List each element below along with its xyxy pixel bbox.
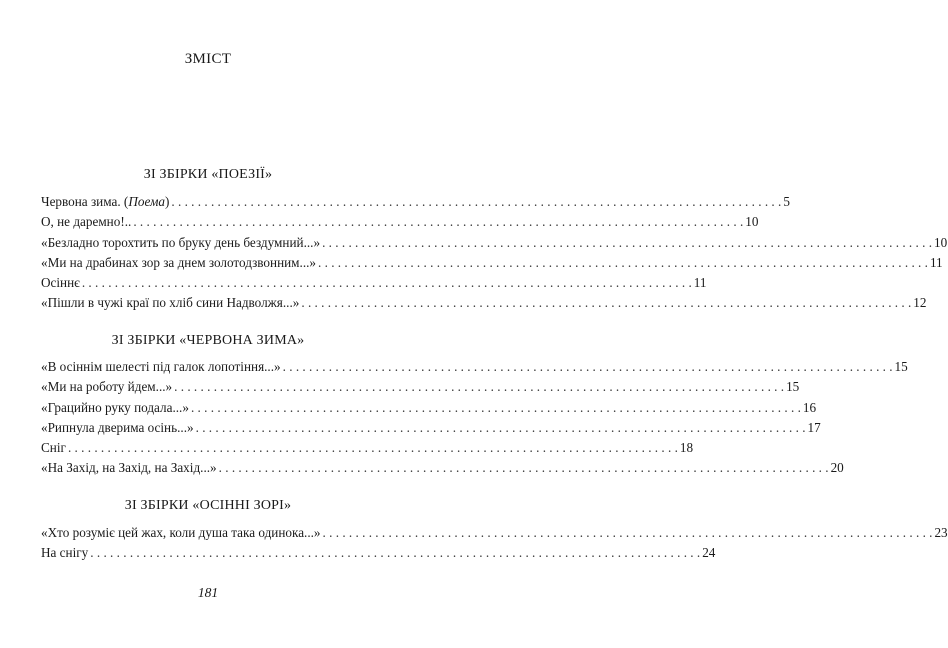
- entry-title-prefix: Червона зима. (: [41, 194, 129, 209]
- leader-dots: [301, 293, 911, 313]
- entry-title: О, не даремно!..: [41, 214, 132, 230]
- leader-dots: [82, 273, 692, 293]
- entry-page-number: 24: [702, 545, 716, 561]
- leader-dots: [90, 543, 700, 563]
- entry-page-number: 10: [745, 214, 759, 230]
- entry-page-number: 12: [913, 295, 927, 311]
- entry-title: Осіннє: [41, 275, 80, 291]
- leader-dots: [68, 438, 678, 458]
- section-heading-poezii: ЗІ ЗБІРКИ «ПОЕЗІЇ»: [143, 167, 273, 182]
- entry-page-number: 11: [693, 275, 707, 291]
- entry-page-number: 15: [786, 379, 800, 395]
- toc-entry: [41, 398, 817, 418]
- entry-title: «Пішли в чужі краї по хліб сини Надволжя...»: [41, 295, 300, 311]
- entry-page-number: 5: [783, 194, 790, 209]
- toc-entry: [41, 418, 821, 438]
- leader-dots: [318, 253, 928, 273]
- entry-title: «Рипнула дверима осінь...»: [41, 419, 194, 435]
- toc-entry: [41, 377, 800, 397]
- leader-dots: [322, 233, 932, 253]
- toc-entry: [41, 233, 948, 253]
- toc-entry: [41, 543, 716, 563]
- entry-title: «Хто розуміє цей жах, коли душа така одинока...»: [41, 525, 321, 540]
- leader-dots: [174, 377, 784, 397]
- entry-page-number: 11: [929, 254, 943, 270]
- page-number-folio: 181: [197, 585, 219, 600]
- toc-entry: [41, 273, 707, 293]
- leader-dots: [191, 398, 801, 418]
- toc-entry: [41, 357, 908, 377]
- toc-entry: [41, 438, 694, 458]
- entry-page-number: 18: [679, 440, 694, 456]
- leader-dots: [133, 212, 743, 232]
- toc-list-osinni-zori: [41, 523, 948, 564]
- entry-title: «Ми на роботу йдем...»: [41, 379, 173, 395]
- toc-list-poezii: [41, 192, 948, 314]
- toc-entry: [41, 458, 844, 478]
- entry-title: Сніг: [41, 440, 66, 456]
- toc-entry: [41, 253, 943, 273]
- entry-page-number: 10: [933, 234, 948, 250]
- entry-title: «В осіннім шелесті під галок лопотіння...»: [41, 359, 281, 374]
- leader-dots: [219, 458, 829, 478]
- entry-page-number: 17: [807, 419, 821, 435]
- leader-dots: [323, 523, 933, 543]
- toc-entry: [41, 293, 927, 313]
- entry-title: На снігу: [41, 545, 89, 561]
- entry-title: «Ми на драбинах зор за днем золотодзвонним...»: [41, 254, 317, 270]
- entry-title-italic: Поема: [128, 194, 165, 209]
- entry-page-number: 15: [894, 359, 908, 374]
- entry-title: «Безладно торохтить по бруку день бездумний...»: [41, 234, 321, 250]
- toc-entry: [41, 212, 759, 232]
- leader-dots: [196, 418, 806, 438]
- leader-dots: [171, 192, 781, 212]
- entry-title: «Грацийно руку подала...»: [41, 399, 189, 415]
- section-heading-osinni-zori: ЗІ ЗБІРКИ «ОСІННІ ЗОРІ»: [124, 498, 292, 513]
- toc-entry: [41, 523, 948, 543]
- toc-list-chervona-zyma: [41, 357, 908, 479]
- leader-dots: [283, 357, 893, 377]
- page-title: ЗМІСТ: [184, 51, 232, 67]
- entry-title-suffix: ): [164, 194, 170, 209]
- entry-page-number: 20: [830, 460, 844, 476]
- entry-page-number: 23: [934, 525, 948, 540]
- section-heading-chervona-zyma: ЗІ ЗБІРКИ «ЧЕРВОНА ЗИМА»: [111, 333, 305, 348]
- toc-entry: [41, 192, 790, 212]
- entry-title: «На Захід, на Захід, на Захід...»: [41, 460, 217, 476]
- entry-page-number: 16: [802, 399, 817, 415]
- entry-title: [41, 192, 169, 212]
